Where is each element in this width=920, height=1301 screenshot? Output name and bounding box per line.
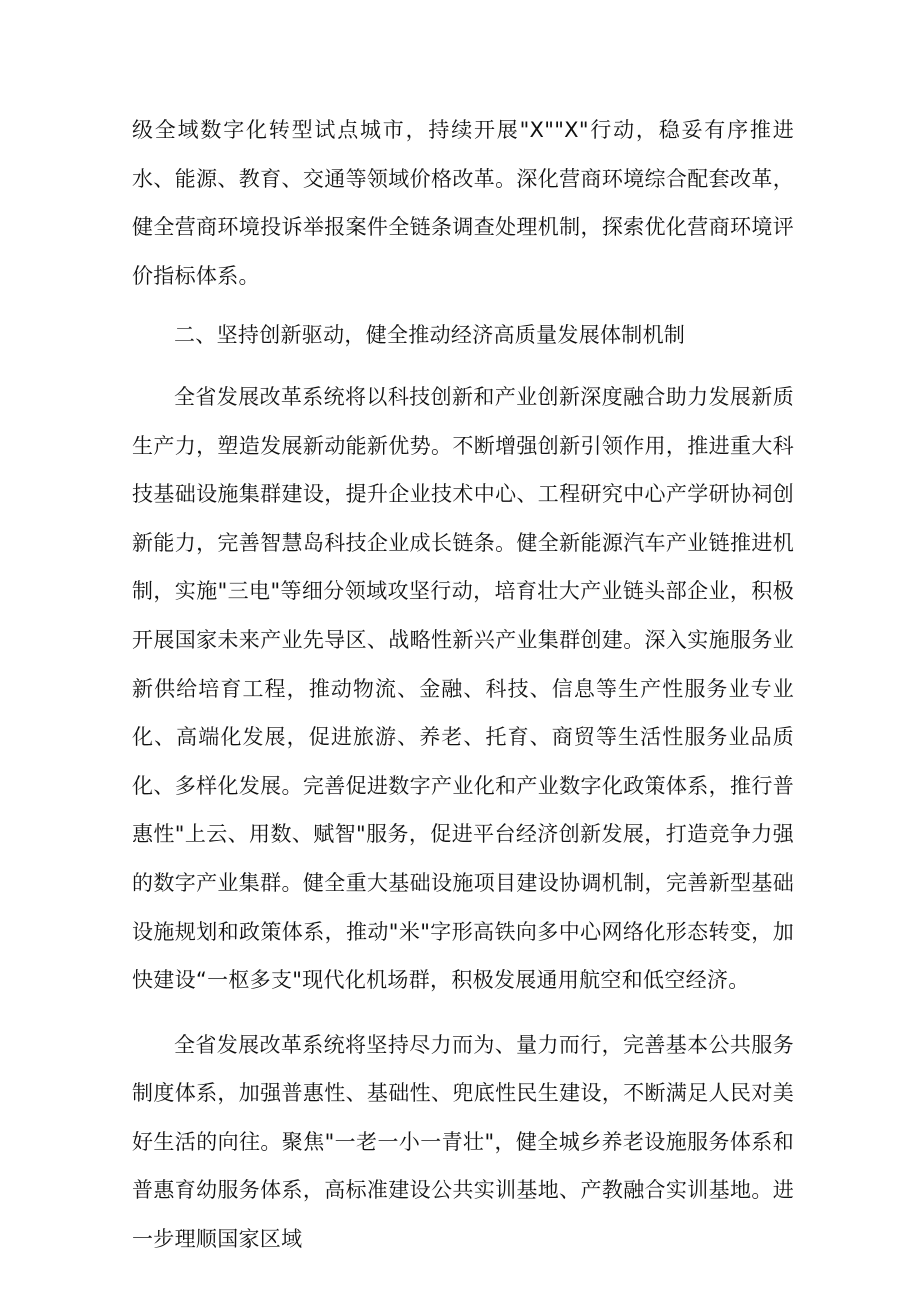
- paragraph-innovation: 全省发展改革系统将以科技创新和产业创新深度融合助力发展新质生产力，塑造发展新动能新优势。不断增强创新引领作用，推进重大科技基础设施集群建设，提升企业技术中心、工程研究中心产学研协祠创新能力，完善智慧岛科技企业成长链条。健全新能源汽车产业链推进机制，实施"三电"等细分领域攻坚行动，培育壮大产业链头部企业，积极开展国家未来产业先导区、战略性新兴产业集群创建。深入实施服务业新供给培育工程，推动物流、金融、科技、信息等生产性服务业专业化、高端化发展，促进旅游、养老、托育、商贸等生活性服务业品质化、多样化发展。完善促进数字产业化和产业数字化政策体系，推行普惠性"上云、用数、赋智"服务，促进平台经济创新发展，打造竞争力强的数字产业集群。健全重大基础设施项目建设协调机制，完善新型基础设施规划和政策体系，推动"米"字形高铁向多中心网络化形态转变，加快建设“一枢多支"现代化机场群，积极发展通用航空和低空经济。: [132, 384, 794, 993]
- paragraph-continuation: 级全域数字化转型试点城市，持续开展"X""X"行动，稳妥有序推进水、能源、教育、交通等领域价格改革。深化营商环境综合配套改革，健全营商环境投诉举报案件全链条调查处理机制，探索优化营商环境评价指标体系。: [132, 118, 794, 288]
- paragraph-public-services: 全省发展改革系统将坚持尽力而为、量力而行，完善基本公共服务制度体系，加强普惠性、基础性、兜底性民生建设，不断满足人民对美好生活的向往。聚焦"一老一小一青壮"，健全城乡养老设施服务体系和普惠育幼服务体系，高标准建设公共实训基地、产教融合实训基地。进一步理顺国家区域: [132, 1032, 794, 1252]
- document-body: [132, 106, 794, 1264]
- section-heading: 二、坚持创新驱动，健全推动经济高质量发展体制机制: [174, 323, 686, 348]
